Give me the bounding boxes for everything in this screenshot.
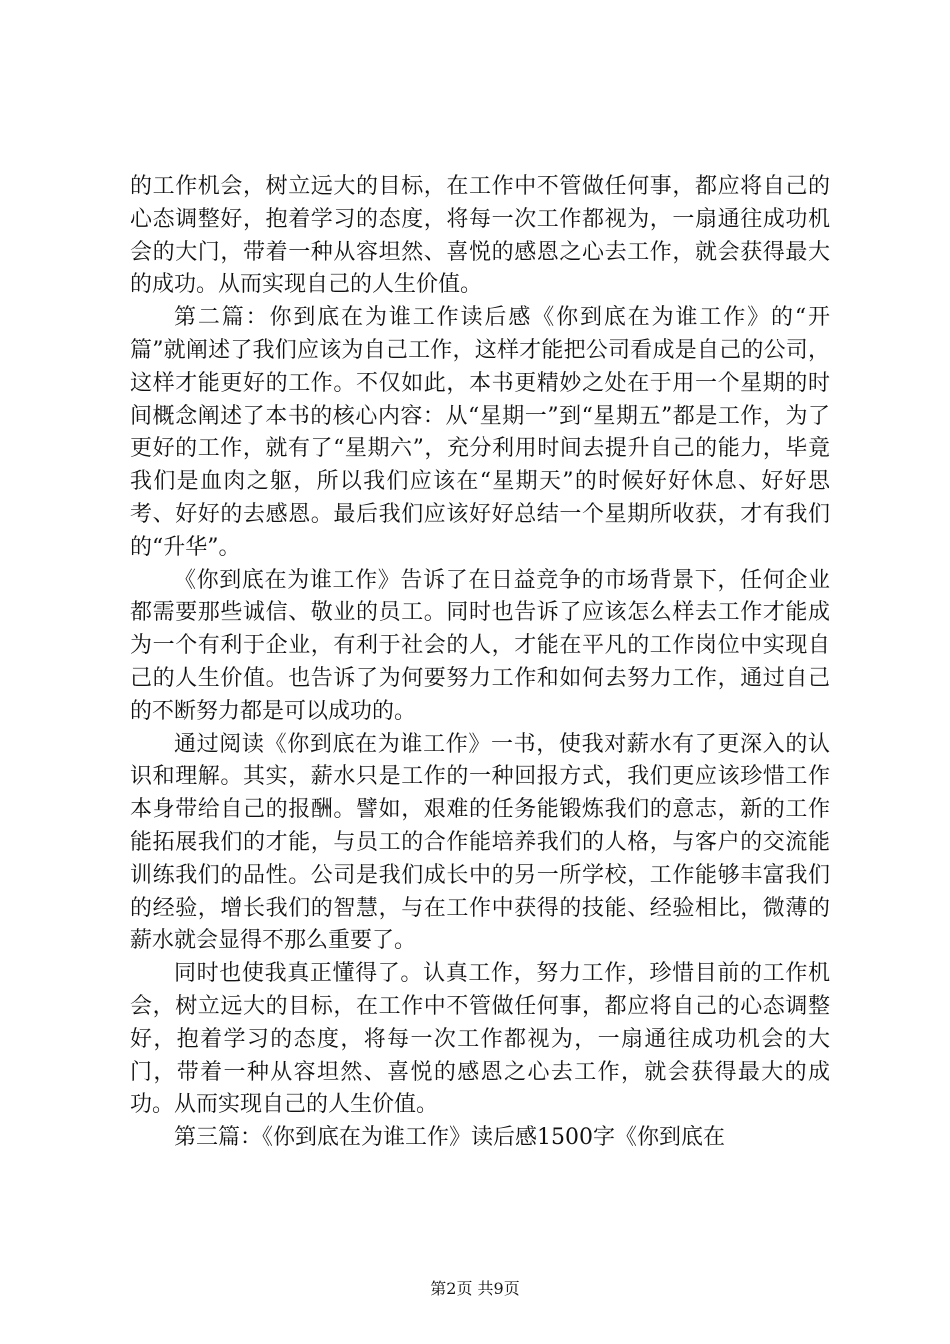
paragraph-chapter-three: 第三篇：《你到底在为谁工作》读后感1500字《你到底在 [174,1125,725,1151]
paragraph-chapter-two: 第二篇：你到底在为谁工作读后感《你到底在为谁工作》的“开篇”就阐述了我们应该为自己工作，这样才能把公司看成是自己的公司，这样才能更好的工作。不仅如此，本书更精妙之处在于用一个星期的时间概念阐述了本书的核心内容：从“星期一”到“星期五”都是工作，为了更好的工作，就有了“星期六”，充分利用时间去提升自己的能力，毕竟我们是血肉之躯，所以我们应该在“星期天”的时候好好休息、好好思考、好好的去感恩。最后我们应该好好总结一个星期所收获，才有我们的“升华”。 [130,305,830,560]
document-body [130,171,830,1155]
paragraph-salary-reflection: 通过阅读《你到底在为谁工作》一书，使我对薪水有了更深入的认识和理解。其实，薪水只是工作的一种回报方式，我们更应该珍惜工作本身带给自己的报酬。譬如，艰难的任务能锻炼我们的意志，新的工作能拓展我们的才能，与员工的合作能培养我们的人格，与客户的交流能训练我们的品性。公司是我们成长中的另一所学校，工作能够丰富我们的经验，增长我们的智慧，与在工作中获得的技能、经验相比，微薄的薪水就会显得不那么重要了。 [130,731,830,954]
paragraph-conclusion: 同时也使我真正懂得了。认真工作，努力工作，珍惜目前的工作机会，树立远大的目标，在工作中不管做任何事，都应将自己的心态调整好，抱着学习的态度，将每一次工作都视为，一扇通往成功机会的大门，带着一种从容坦然、喜悦的感恩之心去工作，就会获得最大的成功。从而实现自己的人生价值。 [130,961,830,1118]
paragraph-book-summary: 《你到底在为谁工作》告诉了在日益竞争的市场背景下，任何企业都需要那些诚信、敬业的员工。同时也告诉了应该怎么样去工作才能成为一个有利于企业，有利于社会的人，才能在平凡的工作岗位中实现自己的人生价值。也告诉了为何要努力工作和如何去努力工作，通过自己的不断努力都是可以成功的。 [130,567,830,724]
paragraph-continuation: 的工作机会，树立远大的目标，在工作中不管做任何事，都应将自己的心态调整好，抱着学习的态度，将每一次工作都视为，一扇通往成功机会的大门，带着一种从容坦然、喜悦的感恩之心去工作，就会获得最大的成功。从而实现自己的人生价值。 [130,174,830,298]
page-number-footer: 第2页 共9页 [430,1279,520,1298]
